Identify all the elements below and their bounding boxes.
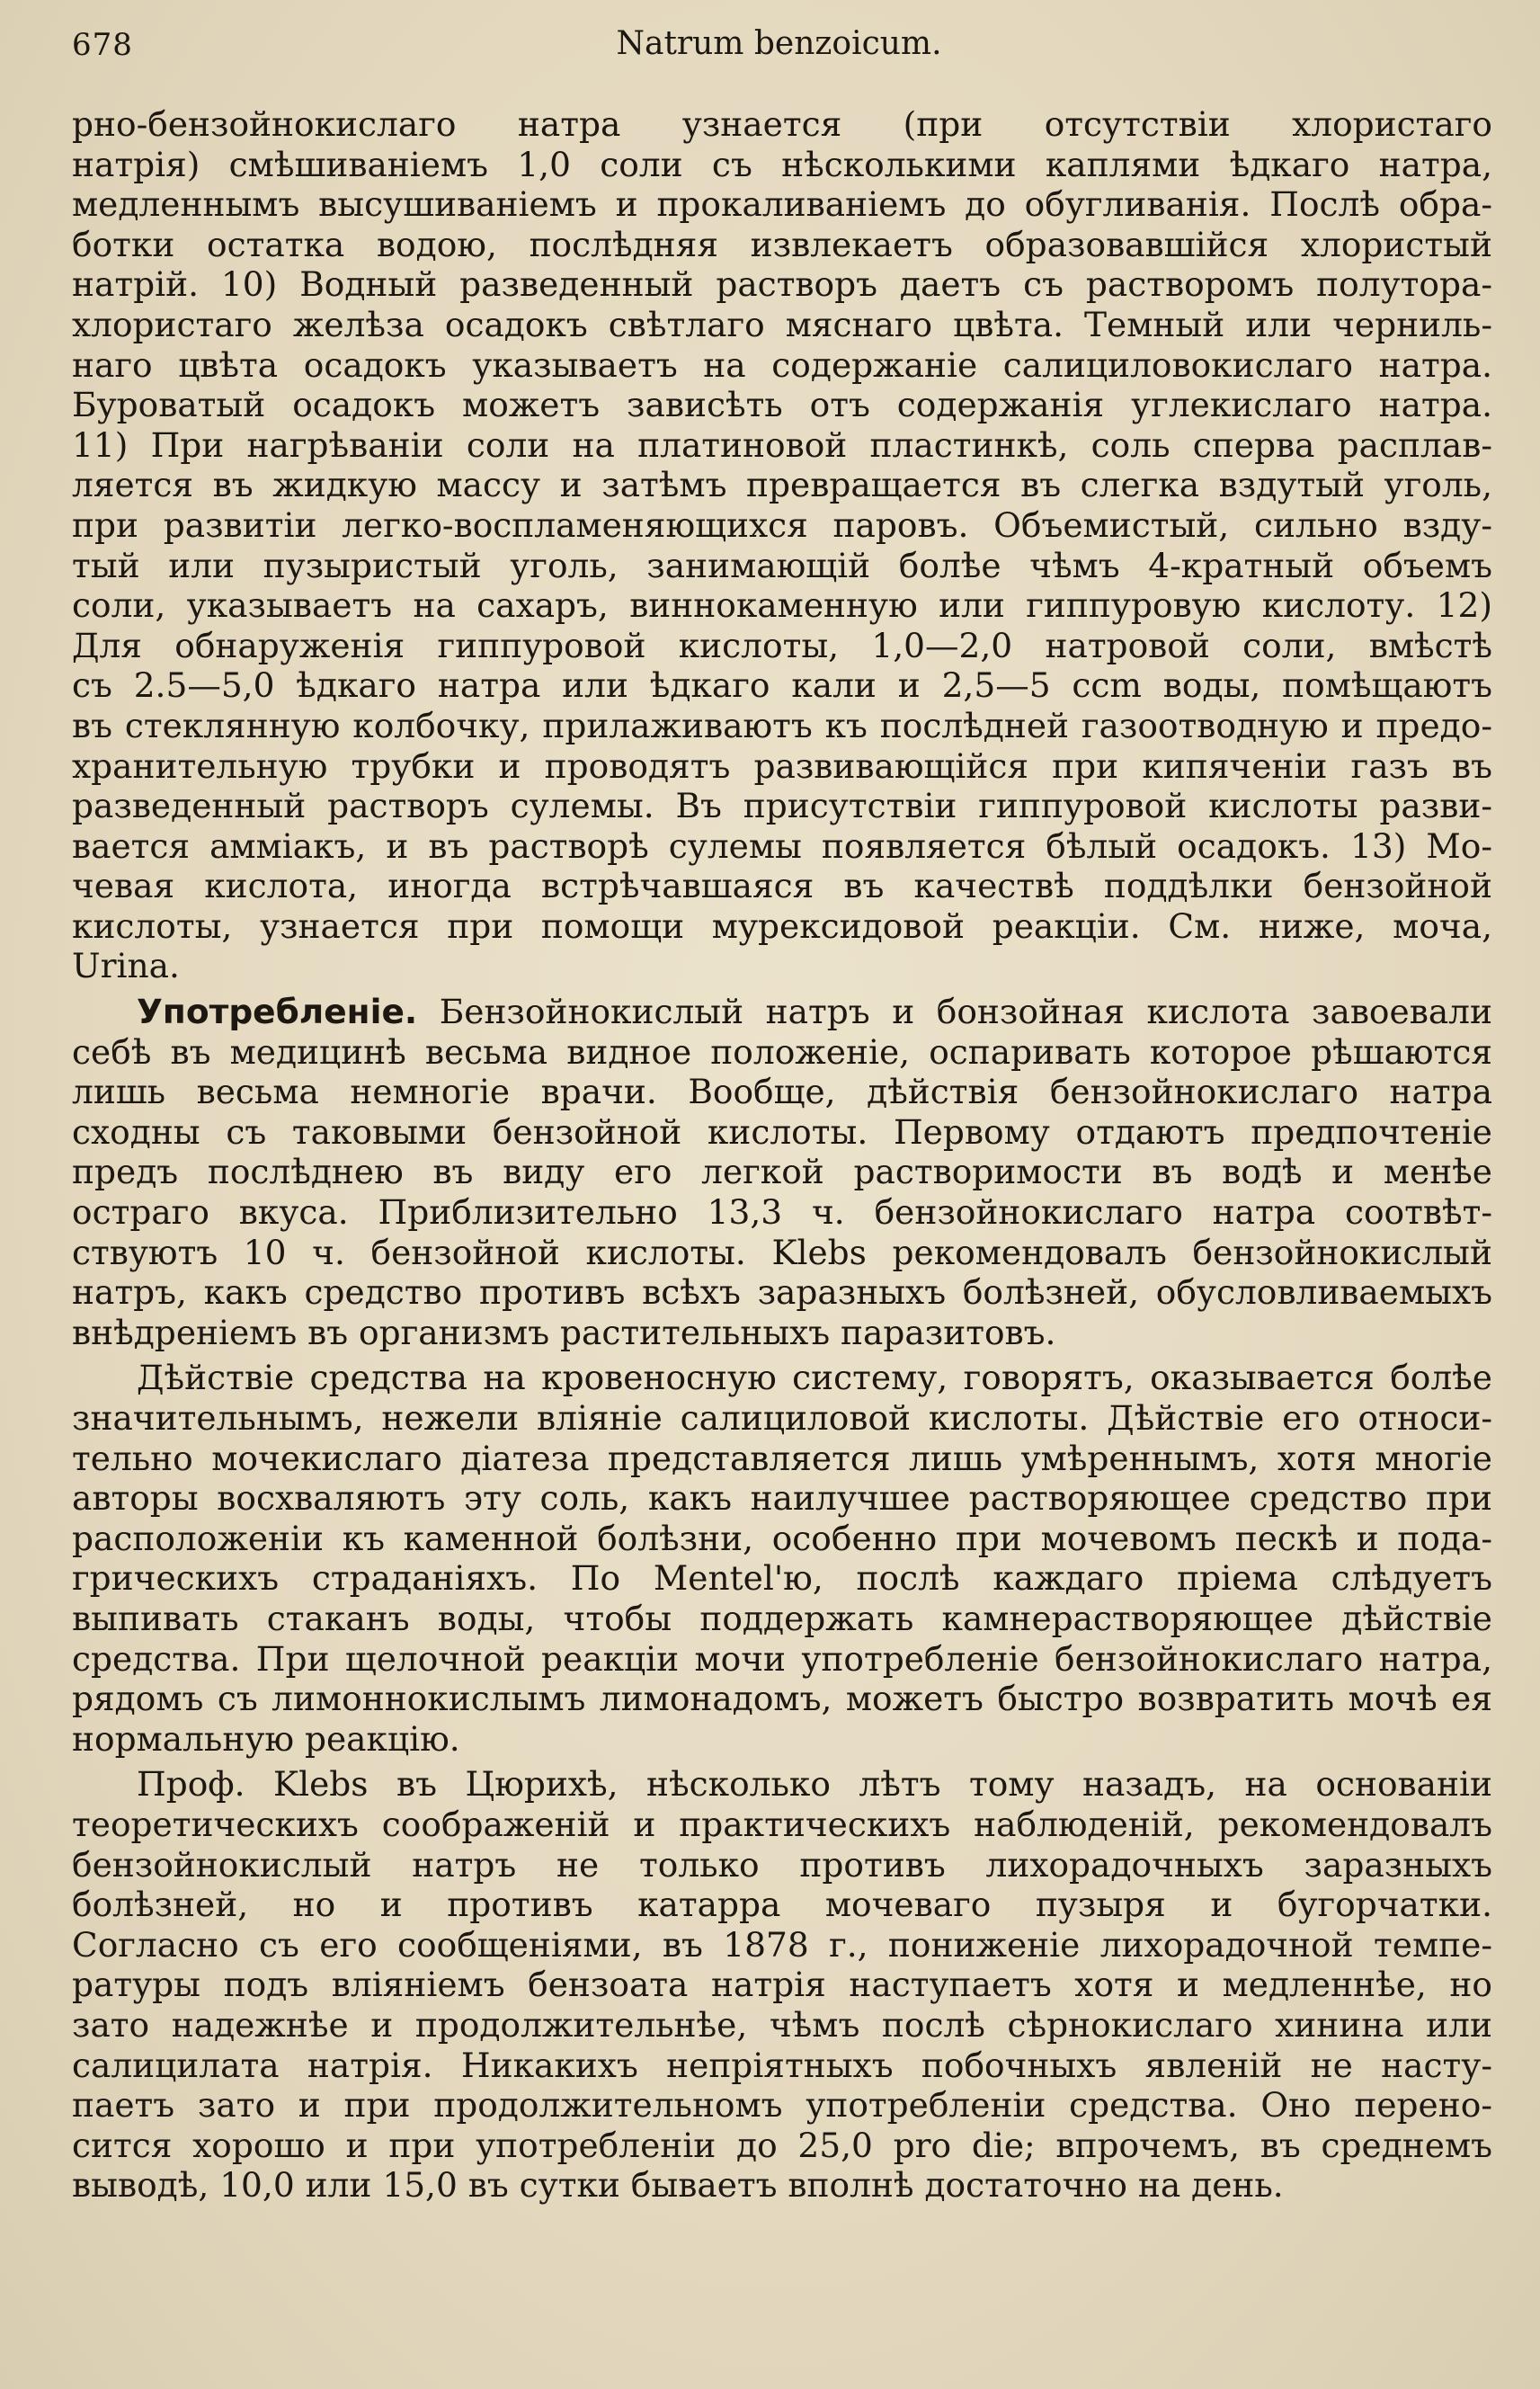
line-text: паетъ зато и при продолжительномъ употребленіи средства. Оно перено- <box>72 2085 1492 2126</box>
line-text: внѣдреніемъ въ организмъ растительныхъ паразитовъ. <box>72 1312 1056 1352</box>
text-line <box>72 1719 1492 1760</box>
line-text: натрій. 10) Водный разведенный растворъ даетъ съ растворомъ полутора- <box>72 264 1492 305</box>
line-text: рядомъ съ лимоннокислымъ лимонадомъ, можетъ быстро возвратить мочѣ ея <box>72 1679 1492 1719</box>
text-line <box>72 706 1492 746</box>
text-line <box>72 992 1492 1032</box>
line-text: нормальную реакцію. <box>72 1718 460 1759</box>
text-line <box>72 1519 1492 1559</box>
line-text: соли, указываетъ на сахаръ, виннокаменную или гиппуровую кислоту. 12) <box>72 585 1492 626</box>
text-line <box>72 906 1492 947</box>
line-text: средства. При щелочной реакціи мочи употребленіе бензойнокислаго натра, <box>72 1638 1492 1679</box>
text-line <box>72 104 1492 145</box>
line-text: ляется въ жидкую массу и затѣмъ превращается въ слегка вздутый уголь, <box>72 465 1492 505</box>
line-text: зато надежнѣе и продолжительнѣе, чѣмъ послѣ сѣрнокислаго хинина или <box>72 2004 1492 2045</box>
line-text: Буроватый осадокъ можетъ зависѣть отъ содержанія углекислаго натра. <box>72 385 1492 425</box>
line-text: сится хорошо и при употребленіи до 25,0 pro die; впрочемъ, въ среднемъ <box>72 2125 1492 2165</box>
text-line <box>72 746 1492 787</box>
line-text: Urina. <box>72 946 180 986</box>
text-line <box>72 264 1492 305</box>
text-line <box>72 425 1492 466</box>
line-text: кислоты, узнается при помощи мурексидовой реакціи. См. ниже, моча, <box>72 905 1492 946</box>
text-line <box>72 626 1492 666</box>
paragraph-p1 <box>72 104 1492 986</box>
line-text: салицилата натрія. Никакихъ непріятныхъ побочныхъ явленій не насту- <box>72 2045 1492 2085</box>
text-line <box>72 1072 1492 1112</box>
text-line <box>72 1358 1492 1398</box>
paragraph-p2 <box>72 992 1492 1352</box>
text-line <box>72 1112 1492 1153</box>
text-line <box>72 2165 1492 2206</box>
text-line <box>72 385 1492 425</box>
text-line <box>72 305 1492 345</box>
section-heading: Употребленіе. <box>137 992 418 1032</box>
text-line <box>72 826 1492 867</box>
text-line <box>72 946 1492 986</box>
line-text: разведенный растворъ сулемы. Въ присутствіи гиппуровой кислоты разви- <box>72 786 1492 826</box>
line-text: рно-бензойнокислаго натра узнается (при отсутствіи хлористаго <box>72 104 1492 144</box>
line-text: ботки остатка водою, послѣдняя извлекаетъ образовавшійся хлористый <box>72 224 1492 264</box>
line-text: съ 2.5—5,0 ѣдкаго натра или ѣдкаго кали и 2,5—5 ccm воды, помѣщаютъ <box>72 665 1492 706</box>
text-line <box>72 145 1492 185</box>
line-text: себѣ въ медицинѣ весьма видное положеніе, оспаривать которое рѣшаются <box>72 1031 1492 1072</box>
text-line <box>72 1679 1492 1719</box>
text-line <box>72 345 1492 386</box>
line-text: сходны съ таковыми бензойной кислоты. Первому отдаютъ предпочтеніе <box>72 1111 1492 1152</box>
page-body <box>72 104 1492 2206</box>
text-line <box>72 1478 1492 1519</box>
line-text: авторы восхваляютъ эту соль, какъ наилучшее растворяющее средство при <box>72 1478 1492 1519</box>
line-text: бензойнокислый натръ не только противъ лихорадочныхъ заразныхъ <box>72 1844 1492 1885</box>
text-line <box>72 585 1492 626</box>
text-line <box>72 1885 1492 1925</box>
text-line <box>72 1152 1492 1192</box>
line-text: предъ послѣднею въ виду его легкой растворимости въ водѣ и менѣе <box>72 1152 1492 1192</box>
text-line <box>72 866 1492 906</box>
line-text: Бензойнокислый натръ и бонзойная кислота завоевали <box>417 992 1492 1032</box>
text-line <box>72 1272 1492 1313</box>
line-text: хлористаго желѣза осадокъ свѣтлаго мяснаго цвѣта. Темный или черниль- <box>72 304 1492 344</box>
text-line <box>72 1639 1492 1680</box>
line-text: остраго вкуса. Приблизительно 13,3 ч. бензойнокислаго натра соотвѣт- <box>72 1192 1492 1233</box>
line-text: тый или пузыристый уголь, занимающій болѣе чѣмъ 4-кратный объемъ <box>72 545 1492 585</box>
line-text: Дѣйствіе средства на кровеносную систему, говорятъ, оказывается болѣе <box>137 1358 1492 1398</box>
line-text: 11) При нагрѣваніи соли на платиновой пластинкѣ, соль сперва расплав- <box>72 424 1492 465</box>
line-text: медленнымъ высушиваніемъ и прокаливаніемъ до обугливанія. Послѣ обра- <box>72 184 1492 225</box>
line-text: болѣзней, но и противъ катарра мочеваго пузыря и бугорчатки. <box>72 1885 1492 1925</box>
text-line <box>72 1805 1492 1845</box>
line-text: ствуютъ 10 ч. бензойной кислоты. Klebs рекомендовалъ бензойнокислый <box>72 1232 1492 1272</box>
line-text: грическихъ страданіяхъ. По Mentel'ю, послѣ каждаго пріема слѣдуетъ <box>72 1558 1492 1599</box>
text-line <box>72 505 1492 546</box>
line-text: наго цвѣта осадокъ указываетъ на содержаніе салициловокислаго натра. <box>72 344 1492 385</box>
text-line <box>72 1032 1492 1073</box>
text-line <box>72 1313 1492 1353</box>
text-line <box>72 1558 1492 1599</box>
line-text: ратуры подъ вліяніемъ бензоата натрія наступаетъ хотя и медленнѣе, но <box>72 1965 1492 2005</box>
line-text: въ стеклянную колбочку, прилаживаютъ къ послѣдней газоотводную и предо- <box>72 705 1492 745</box>
text-line <box>72 2005 1492 2046</box>
text-line <box>72 1233 1492 1273</box>
text-line <box>72 1599 1492 1639</box>
line-text: натръ, какъ средство противъ всѣхъ заразныхъ болѣзней, обусловливаемыхъ <box>72 1272 1492 1313</box>
text-line <box>72 786 1492 826</box>
line-text: Согласно съ его сообщеніями, въ 1878 г., пониженіе лихорадочной темпе- <box>72 1924 1492 1965</box>
line-text: Для обнаруженія гиппуровой кислоты, 1,0—2,0 натровой соли, вмѣстѣ <box>72 625 1492 665</box>
line-text: хранительную трубки и проводятъ развивающійся при кипяченіи газъ въ <box>72 745 1492 786</box>
text-line <box>72 2085 1492 2126</box>
line-text: лишь весьма немногіе врачи. Вообще, дѣйствія бензойнокислаго натра <box>72 1072 1492 1112</box>
text-line <box>72 1398 1492 1439</box>
text-line <box>72 1965 1492 2005</box>
text-line <box>72 465 1492 505</box>
text-line <box>72 1845 1492 1885</box>
paragraph-p4 <box>72 1764 1492 2206</box>
text-line <box>72 1764 1492 1805</box>
text-line <box>72 1925 1492 1966</box>
line-text: натрія) смѣшиваніемъ 1,0 соли съ нѣсколькими каплями ѣдкаго натра, <box>72 144 1492 184</box>
running-title: Natrum benzoicum. <box>616 25 942 62</box>
line-text: выпивать стаканъ воды, чтобы поддержать камнерастворяющее дѣйствіе <box>72 1598 1492 1638</box>
line-text: расположеніи къ каменной болѣзни, особенно при мочевомъ пескѣ и пода- <box>72 1518 1492 1558</box>
text-line <box>72 546 1492 586</box>
text-line <box>72 184 1492 225</box>
line-text: при развитіи легко-воспламеняющихся паровъ. Объемистый, сильно взду- <box>72 504 1492 545</box>
line-text: Проф. Klebs въ Цюрихѣ, нѣсколько лѣтъ тому назадъ, на основаніи <box>137 1764 1492 1805</box>
text-line <box>72 1439 1492 1479</box>
line-text: тельно мочекислаго діатеза представляется лишь умѣреннымъ, хотя многіе <box>72 1438 1492 1478</box>
page-number: 678 <box>72 27 133 63</box>
text-line <box>72 665 1492 706</box>
paragraph-p3 <box>72 1358 1492 1759</box>
text-line <box>72 225 1492 265</box>
page-header <box>72 20 1486 70</box>
line-text: теоретическихъ соображеній и практическихъ наблюденій, рекомендовалъ <box>72 1804 1492 1844</box>
line-text: значительнымъ, нежели вліяніе салициловой кислоты. Дѣйствіе его относи- <box>72 1398 1492 1438</box>
text-line <box>72 1192 1492 1233</box>
line-text: выводѣ, 10,0 или 15,0 въ сутки бываетъ вполнѣ достаточно на день. <box>72 2165 1284 2206</box>
text-line <box>72 2046 1492 2086</box>
text-line <box>72 2126 1492 2166</box>
line-text: чевая кислота, иногда встрѣчавшаяся въ качествѣ поддѣлки бензойной <box>72 866 1492 906</box>
line-text: вается амміакъ, и въ растворѣ сулемы появляется бѣлый осадокъ. 13) Мо- <box>72 825 1492 866</box>
